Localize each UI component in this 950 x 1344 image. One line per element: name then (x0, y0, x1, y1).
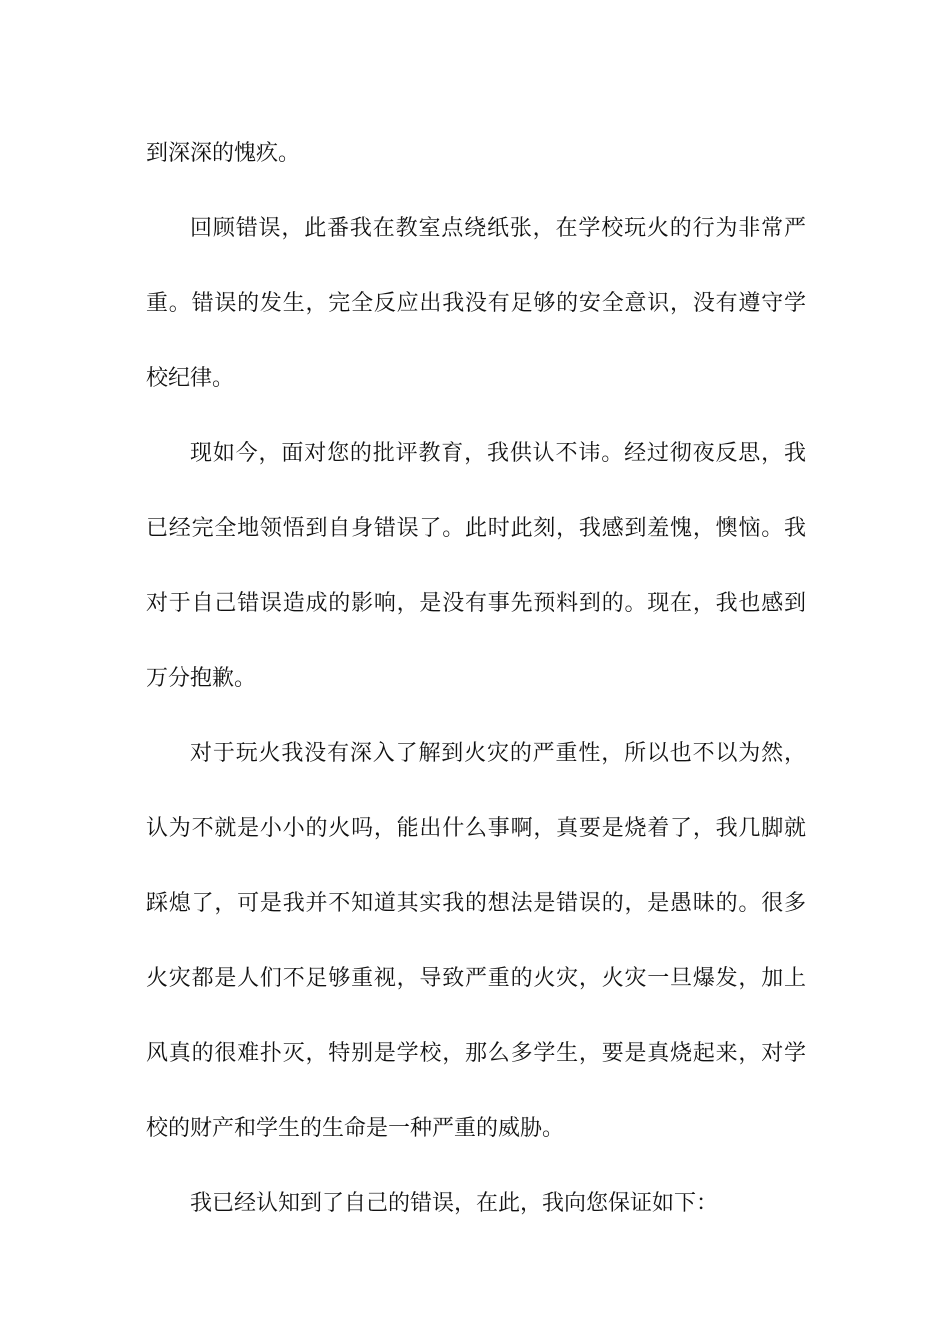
text-line: 火灾都是人们不足够重视，导致严重的火灾，火灾一旦爆发，加上 (146, 966, 806, 991)
text-line: 校的财产和学生的生命是一种严重的威胁。 (146, 1116, 565, 1141)
text-line: 踩熄了，可是我并不知道其实我的想法是错误的，是愚昧的。很多 (146, 891, 806, 916)
text-line: 已经完全地领悟到自身错误了。此时此刻，我感到羞愧，懊恼。我 (146, 516, 806, 541)
text-line: 对于自己错误造成的影响，是没有事先预料到的。现在，我也感到 (146, 591, 806, 616)
document-body (146, 124, 806, 1249)
text-line: 我已经认知到了自己的错误，在此，我向您保证如下： (190, 1191, 719, 1216)
text-line: 现如今，面对您的批评教育，我供认不讳。经过彻夜反思，我 (190, 441, 806, 466)
text-line: 到深深的愧疚。 (146, 141, 301, 166)
text-line: 回顾错误，此番我在教室点绕纸张，在学校玩火的行为非常严 (190, 216, 806, 241)
text-line: 认为不就是小小的火吗，能出什么事啊，真要是烧着了，我几脚就 (146, 816, 806, 841)
text-line: 对于玩火我没有深入了解到火灾的严重性，所以也不以为然， (190, 741, 806, 766)
text-line: 重。错误的发生，完全反应出我没有足够的安全意识，没有遵守学 (146, 291, 806, 316)
text-line: 校纪律。 (146, 366, 235, 391)
text-line: 万分抱歉。 (146, 666, 257, 691)
text-line: 风真的很难扑灭，特别是学校，那么多学生，要是真烧起来，对学 (146, 1041, 806, 1066)
